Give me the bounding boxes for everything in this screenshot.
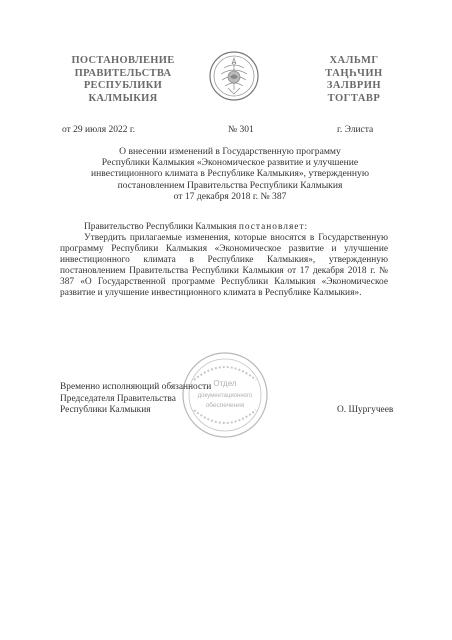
header-right-title bbox=[318, 55, 390, 105]
decree-statement bbox=[60, 222, 388, 233]
header-left-line: ПРАВИТЕЛЬСТВА bbox=[74, 67, 172, 79]
signature-block bbox=[60, 382, 260, 417]
stamp-line: Отдел bbox=[213, 379, 237, 388]
title-line: от 17 декабря 2018 г. № 387 bbox=[173, 190, 287, 202]
document-body bbox=[60, 222, 388, 299]
header-right-line: ХАЛЬМГ bbox=[329, 55, 379, 66]
title-line: инвестиционного климата в Республике Калмыкия», утвержденную bbox=[91, 168, 369, 180]
header-left-line: КАЛМЫКИЯ bbox=[88, 92, 158, 104]
header-left-line: РЕСПУБЛИКИ bbox=[83, 80, 163, 91]
document-date: от 29 июля 2022 г. bbox=[62, 125, 136, 135]
decree-word: постановляет: bbox=[238, 222, 309, 232]
header-right-line: ТАҢҺЧИН bbox=[325, 67, 383, 79]
signature-line: Временно исполняющий обязанности bbox=[60, 382, 212, 392]
document-title bbox=[80, 146, 380, 202]
decree-lead: Правительство Республики Калмыкия bbox=[84, 222, 237, 232]
document-number: № 301 bbox=[228, 125, 254, 135]
stamp-line: документационного bbox=[197, 393, 253, 399]
title-line: постановлением Правительства Республики Калмыкия bbox=[117, 179, 343, 191]
title-line: Республики Калмыкия «Экономическое развитие и улучшение bbox=[101, 157, 359, 169]
stamp-line: обеспечения bbox=[205, 402, 245, 409]
signature-line: Председателя Правительства bbox=[60, 393, 176, 404]
signature-line: Республики Калмыкия bbox=[60, 405, 151, 415]
body-paragraph: Утвердить прилагаемые изменения, которые вносятся в Государственную программу Республики Калмыкия «Экономическое развитие и улучшение инвестиционного климата в Республике Калмыкия», утвержденную постановлением Правительства Республики Калмыкия от 17 декабря 2018 г. № 387 «О Государственной программе Республики Калмыкия «Экономическое развитие и улучшение инвестиционного климата в Республике Калмыкия». bbox=[60, 233, 388, 298]
title-line: О внесении изменений в Государственную программу bbox=[119, 146, 341, 157]
header-right-line: ТОГТАВР bbox=[327, 92, 381, 104]
header-left-title bbox=[58, 55, 188, 105]
signatory-name: О. Шургучеев bbox=[337, 405, 394, 415]
coat-of-arms-emblem-icon bbox=[208, 50, 260, 102]
header-left-line: ПОСТАНОВЛЕНИЕ bbox=[71, 55, 175, 66]
document-city: г. Элиста bbox=[337, 125, 374, 135]
header-right-line: ЗАЛВРИН bbox=[326, 80, 382, 91]
